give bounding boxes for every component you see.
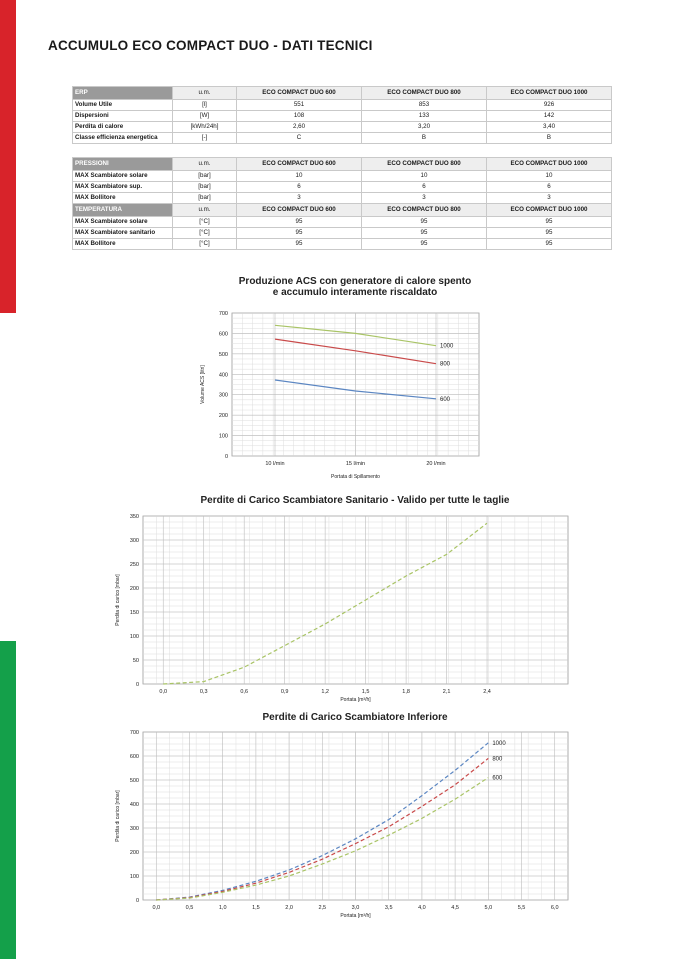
y-tick-label: 400 xyxy=(218,372,228,379)
y-tick-label: 200 xyxy=(129,586,139,592)
series-label-600: 600 xyxy=(492,775,503,782)
series-label-800: 800 xyxy=(492,756,503,763)
row-label: MAX Bollitore xyxy=(73,193,173,204)
x-tick-label: 3,0 xyxy=(351,905,360,911)
x-tick-label: 20 l/min xyxy=(426,461,446,467)
row-value-1000: 95 xyxy=(487,239,612,250)
series-label-1000: 1000 xyxy=(440,343,454,350)
row-value-600: 95 xyxy=(237,239,362,250)
y-tick-label: 700 xyxy=(129,730,139,736)
series-label-800: 800 xyxy=(440,361,451,368)
page-title: ACCUMULO ECO COMPACT DUO - DATI TECNICI xyxy=(48,38,373,53)
x-tick-label: 2,1 xyxy=(442,689,451,695)
temperatura-header-unit: u.m. xyxy=(173,204,237,217)
x-tick-label: 3,5 xyxy=(384,905,393,911)
y-tick-label: 700 xyxy=(218,311,228,317)
y-tick-label: 0 xyxy=(224,454,228,460)
row-value-1000: 3,40 xyxy=(487,122,612,133)
erp-header-800: ECO COMPACT DUO 800 xyxy=(362,87,487,100)
y-tick-label: 150 xyxy=(129,610,139,616)
erp-header-600: ECO COMPACT DUO 600 xyxy=(237,87,362,100)
x-tick-label: 0,0 xyxy=(159,689,168,695)
row-value-1000: 3 xyxy=(487,193,612,204)
row-value-800: 95 xyxy=(362,217,487,228)
erp-header-section: ERP xyxy=(73,87,173,100)
x-tick-label: 2,4 xyxy=(483,689,491,695)
y-tick-label: 250 xyxy=(129,562,139,568)
x-tick-label: 0,0 xyxy=(152,905,161,911)
row-label: Dispersioni xyxy=(73,111,173,122)
erp-header-1000: ECO COMPACT DUO 1000 xyxy=(487,87,612,100)
y-axis-label: Volume ACS [litri] xyxy=(200,365,206,404)
x-axis-label: Portata di Spillamento xyxy=(331,474,380,480)
row-value-600: 2,60 xyxy=(237,122,362,133)
y-tick-label: 300 xyxy=(129,826,139,832)
row-label: MAX Scambiatore sup. xyxy=(73,182,173,193)
erp-header-unit: u.m. xyxy=(173,87,237,100)
temperatura-header-600: ECO COMPACT DUO 600 xyxy=(237,204,362,217)
chart-pressure-drop-lower xyxy=(115,730,568,919)
x-tick-label: 1,2 xyxy=(321,689,329,695)
y-tick-label: 50 xyxy=(132,658,139,664)
y-tick-label: 200 xyxy=(218,413,228,420)
x-axis-label: Portata [m³/h] xyxy=(340,697,371,703)
y-tick-label: 100 xyxy=(129,634,139,640)
y-tick-label: 100 xyxy=(218,433,228,440)
temperatura-header-800: ECO COMPACT DUO 800 xyxy=(362,204,487,217)
row-unit: [°C] xyxy=(173,239,237,250)
x-tick-label: 2,5 xyxy=(318,905,327,911)
x-tick-label: 0,9 xyxy=(280,689,289,695)
row-label: Volume Utile xyxy=(73,100,173,111)
x-axis-label: Portata [m³/h] xyxy=(340,913,371,919)
y-tick-label: 500 xyxy=(218,351,228,358)
y-tick-label: 0 xyxy=(135,682,139,688)
row-value-800: 3 xyxy=(362,193,487,204)
temperatura-header-section: TEMPERATURA xyxy=(73,204,173,217)
x-tick-label: 1,8 xyxy=(402,689,410,695)
row-value-800: 853 xyxy=(362,100,487,111)
row-value-1000: 142 xyxy=(487,111,612,122)
chart-pressure-drop-sanitary xyxy=(115,514,568,703)
y-tick-label: 400 xyxy=(129,802,139,808)
row-value-800: B xyxy=(362,133,487,144)
row-label: Classe efficienza energetica xyxy=(73,133,173,144)
temperatura-header-1000: ECO COMPACT DUO 1000 xyxy=(487,204,612,217)
series-label-1000: 1000 xyxy=(492,740,506,747)
y-axis-label: Perdita di carico [mbar] xyxy=(115,574,121,626)
row-value-1000: 6 xyxy=(487,182,612,193)
row-value-800: 6 xyxy=(362,182,487,193)
x-tick-label: 5,5 xyxy=(517,905,526,911)
y-axis-label: Perdita di carico [mbar] xyxy=(115,790,121,842)
row-unit: [bar] xyxy=(173,171,237,182)
x-tick-label: 10 l/min xyxy=(265,461,285,467)
x-tick-label: 1,5 xyxy=(361,689,370,695)
row-label: MAX Bollitore xyxy=(73,239,173,250)
row-value-800: 133 xyxy=(362,111,487,122)
row-value-1000: 95 xyxy=(487,217,612,228)
row-label: Perdita di calore xyxy=(73,122,173,133)
x-tick-label: 0,6 xyxy=(240,689,249,695)
row-label: MAX Scambiatore solare xyxy=(73,171,173,182)
row-value-600: 3 xyxy=(237,193,362,204)
row-value-1000: 10 xyxy=(487,171,612,182)
pressioni-header-1000: ECO COMPACT DUO 1000 xyxy=(487,158,612,171)
pressioni-header-section: PRESSIONI xyxy=(73,158,173,171)
y-tick-label: 600 xyxy=(218,331,228,338)
row-value-600: 6 xyxy=(237,182,362,193)
row-value-1000: B xyxy=(487,133,612,144)
chart-acs-production xyxy=(200,311,479,480)
x-tick-label: 1,5 xyxy=(252,905,260,911)
row-value-800: 95 xyxy=(362,228,487,239)
y-tick-label: 600 xyxy=(129,754,139,760)
row-unit: [kWh/24h] xyxy=(173,122,237,133)
row-value-600: 551 xyxy=(237,100,362,111)
row-unit: [°C] xyxy=(173,217,237,228)
y-tick-label: 500 xyxy=(129,778,139,784)
row-label: MAX Scambiatore sanitario xyxy=(73,228,173,239)
row-value-1000: 95 xyxy=(487,228,612,239)
x-tick-label: 6,0 xyxy=(550,905,559,911)
x-tick-label: 15 l/min xyxy=(345,461,366,467)
row-unit: [bar] xyxy=(173,182,237,193)
row-value-800: 3,20 xyxy=(362,122,487,133)
pressioni-header-800: ECO COMPACT DUO 800 xyxy=(362,158,487,171)
row-unit: [bar] xyxy=(173,193,237,204)
row-value-600: C xyxy=(237,133,362,144)
row-value-600: 95 xyxy=(237,228,362,239)
chart2-title: Perdite di Carico Scambiatore Sanitario - Valido per tutte le taglie xyxy=(200,495,510,506)
row-unit: [-] xyxy=(173,133,237,144)
row-value-800: 10 xyxy=(362,171,487,182)
x-tick-label: 5,0 xyxy=(484,905,493,911)
x-tick-label: 1,0 xyxy=(218,905,227,911)
row-value-600: 95 xyxy=(237,217,362,228)
row-label: MAX Scambiatore solare xyxy=(73,217,173,228)
y-tick-label: 200 xyxy=(129,850,139,856)
chart1-subtitle: e accumulo interamente riscaldato xyxy=(272,287,438,298)
pressioni-header-unit: u.m. xyxy=(173,158,237,171)
x-tick-label: 4,5 xyxy=(451,905,459,911)
y-tick-label: 350 xyxy=(129,514,139,520)
x-tick-label: 4,0 xyxy=(418,905,426,911)
y-tick-label: 300 xyxy=(129,538,139,544)
row-value-1000: 926 xyxy=(487,100,612,111)
row-unit: [W] xyxy=(173,111,237,122)
chart1-title: Produzione ACS con generatore di calore spento xyxy=(238,276,472,287)
y-tick-label: 300 xyxy=(218,392,228,399)
row-value-600: 10 xyxy=(237,171,362,182)
y-tick-label: 0 xyxy=(135,898,139,904)
x-tick-label: 2,0 xyxy=(285,905,293,911)
x-tick-label: 0,3 xyxy=(199,689,208,695)
chart3-title: Perdite di Carico Scambiatore Inferiore xyxy=(262,712,448,723)
pressioni-header-600: ECO COMPACT DUO 600 xyxy=(237,158,362,171)
row-value-800: 95 xyxy=(362,239,487,250)
row-unit: [°C] xyxy=(173,228,237,239)
y-tick-label: 100 xyxy=(129,874,139,880)
row-unit: [l] xyxy=(173,100,237,111)
series-label-600: 600 xyxy=(440,396,451,403)
row-value-600: 108 xyxy=(237,111,362,122)
x-tick-label: 0,5 xyxy=(185,905,194,911)
